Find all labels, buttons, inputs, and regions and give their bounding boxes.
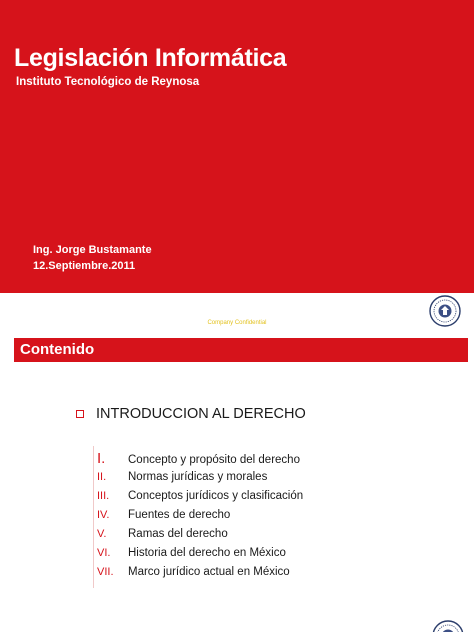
section-header-bar — [14, 338, 468, 362]
topic-heading — [76, 406, 306, 422]
list-numeral: II. — [97, 471, 107, 483]
presentation-title: Legislación Informática — [14, 44, 287, 72]
list-item-text: Ramas del derecho — [128, 528, 228, 540]
institute-seal-icon — [432, 620, 464, 632]
list-item-text: Conceptos jurídicos y clasificación — [128, 490, 304, 502]
list-numeral: V. — [97, 528, 107, 540]
list-item — [94, 509, 230, 521]
list-numeral: IV. — [97, 509, 110, 521]
list-item-text: Historia del derecho en México — [128, 547, 286, 559]
list-numeral: I. — [97, 450, 106, 467]
list-item — [94, 528, 228, 540]
presentation-date: 12.Septiembre.2011 — [33, 260, 136, 272]
list-item-text: Concepto y propósito del derecho — [128, 454, 300, 466]
list-item — [94, 566, 290, 578]
list-numeral: III. — [97, 490, 110, 502]
list-item — [94, 547, 286, 559]
institute-seal-icon — [429, 295, 461, 327]
institution-subtitle: Instituto Tecnológico de Reynosa — [16, 76, 200, 88]
list-numeral: VI. — [97, 547, 111, 559]
list-item-text: Marco jurídico actual en México — [128, 566, 290, 578]
list-item-text: Normas jurídicas y morales — [128, 471, 268, 483]
list-numeral: VII. — [97, 566, 114, 578]
list-item — [94, 490, 303, 502]
confidential-notice: Company Confidential — [207, 320, 267, 326]
list-item — [94, 471, 267, 483]
list-item — [94, 450, 300, 467]
contents-list — [93, 446, 434, 588]
section-title: Contenido — [20, 341, 95, 358]
topic-text: INTRODUCCION AL DERECHO — [96, 406, 306, 422]
list-item-text: Fuentes de derecho — [128, 509, 231, 521]
title-banner — [0, 0, 474, 293]
hollow-square-bullet-icon — [76, 410, 84, 418]
presenter-name: Ing. Jorge Bustamante — [33, 244, 152, 256]
